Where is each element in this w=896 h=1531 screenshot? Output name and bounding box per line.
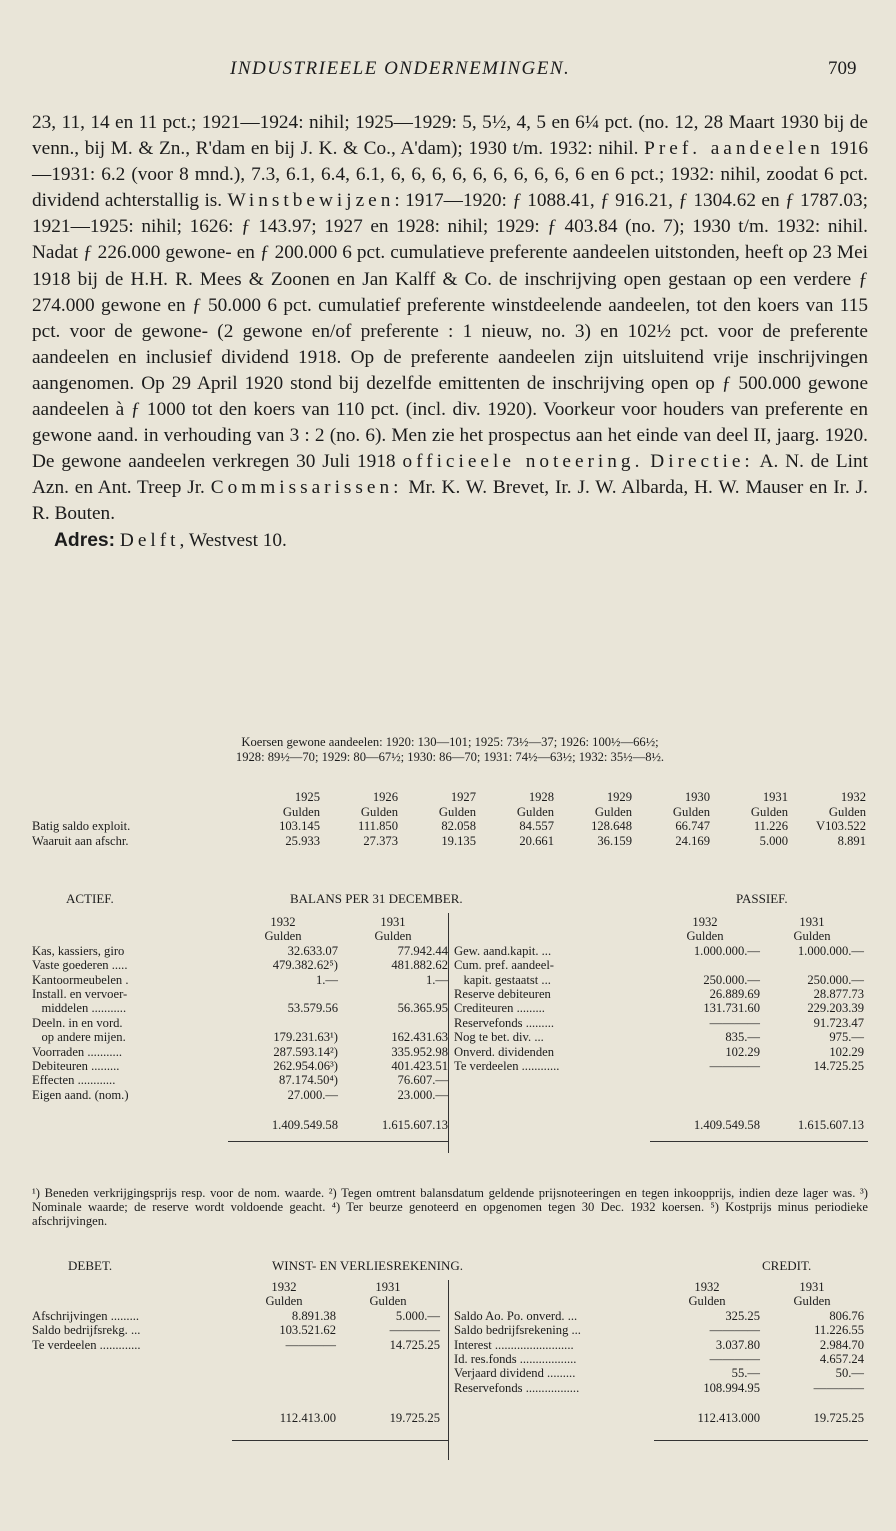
cell-value: 229.203.39 [807,1001,864,1016]
table-row [454,1088,864,1102]
cell-value: ———— [285,1337,336,1352]
noteering-label: officieele noteering. [402,451,644,473]
table-row [454,958,864,972]
passief-year-row [454,915,864,929]
row-label: Afschrijvingen ......... [32,1308,140,1323]
cell-value: ———— [709,1352,760,1367]
cell-value: 36.159 [597,833,632,848]
table-row [32,1001,448,1015]
cell-value: 19.135 [441,833,476,848]
pref-aandeelen-label: Pref. aandeelen [644,138,824,160]
row-label: Batig saldo exploit. [32,819,131,834]
debet-year-row [32,1280,440,1294]
row-label: Verjaard dividend ......... [454,1366,576,1381]
table-row [454,973,864,987]
cell-value: 162.431.63 [391,1030,448,1045]
total-value: 19.725.25 [389,1411,440,1426]
year-header: 1932 [840,790,866,804]
total-value: 1.615.607.13 [381,1118,448,1133]
saldo-years-row [32,790,866,805]
cell-value: 23.000.— [397,1087,448,1102]
table-row [454,1338,864,1352]
unit-header: Gulden [793,929,831,944]
table-row [454,1030,864,1044]
unit-header: Gulden [265,1294,303,1309]
unit-header: Gulden [438,804,476,819]
total-value: 1.409.549.58 [271,1118,338,1133]
cell-value [760,958,864,972]
passief-unit-row [454,929,864,943]
passief-total-rule [650,1141,868,1142]
table-row [454,1323,864,1337]
table-row [454,1045,864,1059]
cell-value: 103.145 [279,819,320,834]
commissarissen-label: Commissarissen: [210,477,403,499]
unit-header: Gulden [686,929,724,944]
cell-value: 179.231.63¹) [273,1030,338,1045]
year-header: 1932 [271,1280,297,1294]
year-header: 1931 [762,790,788,804]
table-row [32,944,448,958]
year-header: 1925 [294,790,320,804]
winstbewijzen-label: Winstbewijzen [227,190,395,212]
row-label: Cum. pref. aandeel- [454,958,555,973]
winst-divider [448,1280,449,1460]
balans-footnotes: ¹) Beneden verkrijgingsprijs resp. voor de nom. waarde. ²) Tegen omtrent balansdatum geldende prijsnoteeringen en tegen inkoopprijs, indien deze lager was. ³) Nominale waarde; de reserve wordt voldoende geacht. ⁴) Ter beurze genoteerd en opgenomen tegen 30 Dec. 1932 koersen. ⁵) Kostprijs minus periodieke afschrijvingen. [32,1186,868,1228]
credit-year-row [454,1280,864,1294]
directie-names: A. N. de Lint Azn. en Ant. Treep Jr. [32,451,868,499]
actief-total-row [32,1102,448,1132]
cell-value: 76.607.— [397,1073,448,1088]
history-text: : 1917—1920: ƒ 1088.41, ƒ 916.21, ƒ 1304.62 en ƒ 1787.03; 1921—1925: nihil; 1626: ƒ 143.97; 1927 en 1928: nihil; 1929: ƒ 403.84 (no. 7); 1930 t/m. 1932: nihil. Nadat ƒ 226.000 gewone- en ƒ 200.000 6 pct. cumulatieve preferente aandeelen uitstonden, heeft op 23 Mei 1918 bij de H.H. R. Mees & Zoonen en Jan Kalff & Co. de inschrijving open gestaan op een verdere ƒ 274.000 gewone en ƒ 50.000 6 pct. cumulatief preferente winstdeelende aandeelen, tot den koers van 115 pct. voor de gewone- (2 gewone en/of preferente : 1 nieuw, no. 3) en 102½ pct. voor de preferente aandeelen en inclusief dividend 1918. Op de preferente aandeelen zijn uitsluitend vrije inschrijvingen aangenomen. Op 29 April 1920 stond bij dezelfde emittenten de inschrijving open op ƒ 500.000 gewone aandeelen à ƒ 1000 tot den koers van 110 pct. (incl. div. 1920). Voorkeur voor houders van preferente en gewone aand. in verhouding van 3 : 2 (no. 6). Men zie het prospectus aan het einde van deel II, jaarg. 1920. De gewone aandeelen verkregen 30 Juli 1918 [32,190,868,473]
passief-table [454,915,864,1133]
table-row [32,958,448,972]
total-value: 112.413.00 [279,1411,336,1426]
description-paragraph [32,110,868,528]
credit-unit-row [454,1294,864,1308]
cell-value: 28.877.73 [813,987,864,1002]
table-row [454,1381,864,1395]
row-label: Kas, kassiers, giro [32,943,125,958]
koersen-block [32,735,868,764]
balans-title: BALANS PER 31 DECEMBER. [290,891,463,906]
cell-value: 479.382.62⁵) [272,958,338,973]
row-label: Saldo bedrijfsrekening ... [454,1323,581,1338]
cell-value: 131.731.60 [703,1001,760,1016]
row-label: Id. res.fonds .................. [454,1352,577,1367]
cell-value: 4.657.24 [819,1352,864,1367]
cell-value: 82.058 [441,819,476,834]
table-row [454,944,864,958]
debet-total-row [32,1395,440,1425]
adres-city: Delft [119,529,180,551]
cell-value: 262.954.06³) [273,1059,338,1074]
row-label: Interest ......................... [454,1337,574,1352]
cell-value: 102.29 [829,1044,864,1059]
row-label: Reservefonds ................. [454,1380,580,1395]
cell-value: 27.000.— [287,1087,338,1102]
adres-label: Adres: [54,529,116,551]
table-row [454,1016,864,1030]
cell-value: 53.579.56 [287,1001,338,1016]
cell-value: 287.593.14²) [273,1044,338,1059]
cell-value: 250.000.— [807,972,864,987]
row-label: Te verdeelen ............. [32,1337,141,1352]
company-description [32,110,868,554]
directie-label: Directie: [650,451,754,473]
cell-value: 66.747 [675,819,710,834]
table-row [32,834,866,849]
row-label: Nog te bet. div. ... [454,1030,544,1045]
actief-table [32,915,448,1133]
cell-value: 1.— [425,972,448,987]
table-row [32,1323,440,1337]
pref-dividend-text: 1916—1931: 6.2 (voor 8 mnd.), 7.3, 6.1, 6.4, 6.1, 6, 6, 6, 6, 6, 6, 6, 6, 6, 6 en 6 pct.; 1932: nihil, zoodat 6 pct. dividend achterstallig is. [32,138,868,212]
actief-total-rule [228,1141,448,1142]
cell-value: 975.— [829,1030,864,1045]
year-header: 1931 [799,915,825,929]
cell-value [228,1016,338,1030]
cell-value: ———— [709,1059,760,1074]
table-row [454,1352,864,1366]
cell-value: 335.952.98 [391,1044,448,1059]
row-label: Kantoormeubelen . [32,972,129,987]
cell-value: 1.000.000.— [797,943,864,958]
debet-table [32,1280,440,1426]
row-label: Vaste goederen ..... [32,958,128,973]
year-header: 1926 [372,790,398,804]
cell-value: 55.— [731,1366,760,1381]
koersen-line-2: 1928: 89½—70; 1929: 80—67½; 1930: 86—70; 1931: 74½—63½; 1932: 35½—8½. [235,749,665,764]
row-label: Saldo Ao. Po. onverd. ... [454,1308,578,1323]
adres-line [54,528,868,554]
cell-value: 250.000.— [703,972,760,987]
cell-value: 11.226 [753,819,788,834]
year-header: 1931 [375,1280,401,1294]
adres-street: , Westvest 10. [179,529,287,551]
cell-value: 1.— [315,972,338,987]
balans-divider [448,913,449,1153]
row-label: Reservefonds ......... [454,1015,555,1030]
total-value: 1.409.549.58 [693,1118,760,1133]
year-header: 1929 [606,790,632,804]
unit-header: Gulden [360,804,398,819]
unit-header: Gulden [750,804,788,819]
cell-value: 108.994.95 [703,1380,760,1395]
running-header [0,58,896,88]
row-label: middelen ........... [32,1001,127,1016]
unit-header: Gulden [374,929,412,944]
table-row [32,1030,448,1044]
cell-value: 5.000 [759,833,788,848]
credit-total-row [454,1395,864,1425]
debet-unit-row [32,1294,440,1308]
row-label: Voorraden ........... [32,1044,123,1059]
cell-value: 128.648 [591,819,632,834]
cell-value: 26.889.69 [709,987,760,1002]
row-label: Crediteuren ......... [454,1001,545,1016]
cell-value: 102.29 [725,1044,760,1059]
cell-value [650,958,760,972]
table-row [32,1352,440,1366]
year-header: 1931 [799,1280,825,1294]
table-row [32,987,448,1001]
actief-label: ACTIEF. [66,891,114,906]
cell-value [228,987,338,1001]
page-number: 709 [828,58,857,79]
row-label: Deeln. in en vord. [32,1015,123,1030]
cell-value: 806.76 [829,1308,864,1323]
row-label: Waaruit aan afschr. [32,833,129,848]
row-label: Te verdeelen ............ [454,1059,560,1074]
table-row [32,1016,448,1030]
cell-value: 5.000.— [395,1308,440,1323]
unit-header: Gulden [672,804,710,819]
table-row [32,1059,448,1073]
cell-value: 91.723.47 [813,1015,864,1030]
cell-value: 87.174.50⁴) [279,1073,338,1088]
row-label: Debiteuren ......... [32,1059,120,1074]
table-row [32,1073,448,1087]
credit-label: CREDIT. [762,1258,812,1273]
cell-value: ———— [813,1380,864,1395]
table-row [32,1309,440,1323]
table-row [454,1309,864,1323]
cell-value: ———— [709,1015,760,1030]
year-header: 1927 [450,790,476,804]
row-label: Eigen aand. (nom.) [32,1087,129,1102]
row-label: Saldo bedrijfsrekg. ... [32,1323,141,1338]
table-row [454,987,864,1001]
actief-unit-row [32,929,448,943]
unit-header: Gulden [793,1294,831,1309]
table-row [32,973,448,987]
row-label: op andere mijen. [32,1030,126,1045]
table-row [32,1338,440,1352]
table-row [454,1073,864,1087]
cell-value: 481.882.62 [391,958,448,973]
cell-value: 56.365.95 [397,1001,448,1016]
debet-total-rule [232,1440,448,1441]
year-header: 1932 [692,915,718,929]
unit-header: Gulden [264,929,302,944]
total-value: 112.413.000 [697,1411,760,1426]
cell-value: 27.373 [363,833,398,848]
cell-value: 8.891.38 [291,1308,336,1323]
cell-value [338,987,448,1001]
table-row [454,1366,864,1380]
cell-value: 401.423.51 [391,1059,448,1074]
table-row [32,1088,448,1102]
credit-total-rule [654,1440,868,1441]
cell-value: 32.633.07 [287,943,338,958]
row-label: Install. en vervoer- [32,987,128,1002]
unit-header: Gulden [282,804,320,819]
commissarissen-names: Mr. K. W. Brevet, Ir. J. W. Albarda, H. W. Mauser en Ir. J. R. Bouten. [32,477,868,525]
cell-value: 835.— [725,1030,760,1045]
actief-year-row [32,915,448,929]
table-row [32,1045,448,1059]
cell-value [338,1016,448,1030]
table-row [454,1059,864,1073]
cell-value: ———— [709,1323,760,1338]
row-label: Onverd. dividenden [454,1044,555,1059]
unit-header: Gulden [594,804,632,819]
unit-header: Gulden [828,804,866,819]
table-row [32,1381,440,1395]
year-header: 1931 [380,915,406,929]
table-row [454,1001,864,1015]
cell-value: 14.725.25 [389,1337,440,1352]
cell-value: 11.226.55 [814,1323,864,1338]
year-header: 1932 [694,1280,720,1294]
cell-value: 3.037.80 [715,1337,760,1352]
unit-header: Gulden [369,1294,407,1309]
cell-value: 111.850 [358,819,398,834]
dividend-text: 23, 11, 14 en 11 pct.; 1921—1924: nihil; 1925—1929: 5, 5½, 4, 5 en 6¼ pct. (no. 12, 28 Maart 1930 bij de venn., bij M. & Zn., R'dam en bij J. K. & Co., A'dam); 1930 t/m. 1932: nihil. [32,112,868,160]
cell-value: 77.942.44 [397,943,448,958]
unit-header: Gulden [688,1294,726,1309]
total-value: 1.615.607.13 [797,1118,864,1133]
cell-value: 84.557 [519,819,554,834]
row-label: Gew. aand.kapit. ... [454,943,552,958]
cell-value: ———— [389,1323,440,1338]
debet-label: DEBET. [68,1258,113,1273]
year-header: 1930 [684,790,710,804]
running-title: INDUSTRIEELE ONDERNEMINGEN. [230,58,571,79]
cell-value: 24.169 [675,833,710,848]
cell-value: 103.521.62 [279,1323,336,1338]
cell-value: 14.725.25 [813,1059,864,1074]
table-row [32,819,866,834]
cell-value: V103.522 [815,819,866,834]
koersen-line-1: Koersen gewone aandeelen: 1920: 130—101; 1925: 73½—37; 1926: 100½—66½; [241,735,659,749]
winst-title: WINST- EN VERLIESREKENING. [272,1258,464,1273]
cell-value: 325.25 [725,1308,760,1323]
cell-value: 25.933 [285,833,320,848]
row-label: Effecten ............ [32,1073,116,1088]
saldo-unit-row [32,805,866,820]
cell-value: 2.984.70 [819,1337,864,1352]
saldo-table [32,790,866,848]
year-header: 1932 [270,915,296,929]
passief-total-row [454,1102,864,1132]
credit-table [454,1280,864,1426]
passief-label: PASSIEF. [736,891,788,906]
cell-value: 8.891 [837,833,866,848]
table-row [32,1366,440,1380]
cell-value: 50.— [835,1366,864,1381]
row-label: kapit. gestaatst ... [454,972,551,987]
cell-value: 20.661 [519,833,554,848]
unit-header: Gulden [516,804,554,819]
year-header: 1928 [528,790,554,804]
cell-value: 1.000.000.— [693,943,760,958]
row-label: Reserve debiteuren [454,987,551,1002]
total-value: 19.725.25 [813,1411,864,1426]
